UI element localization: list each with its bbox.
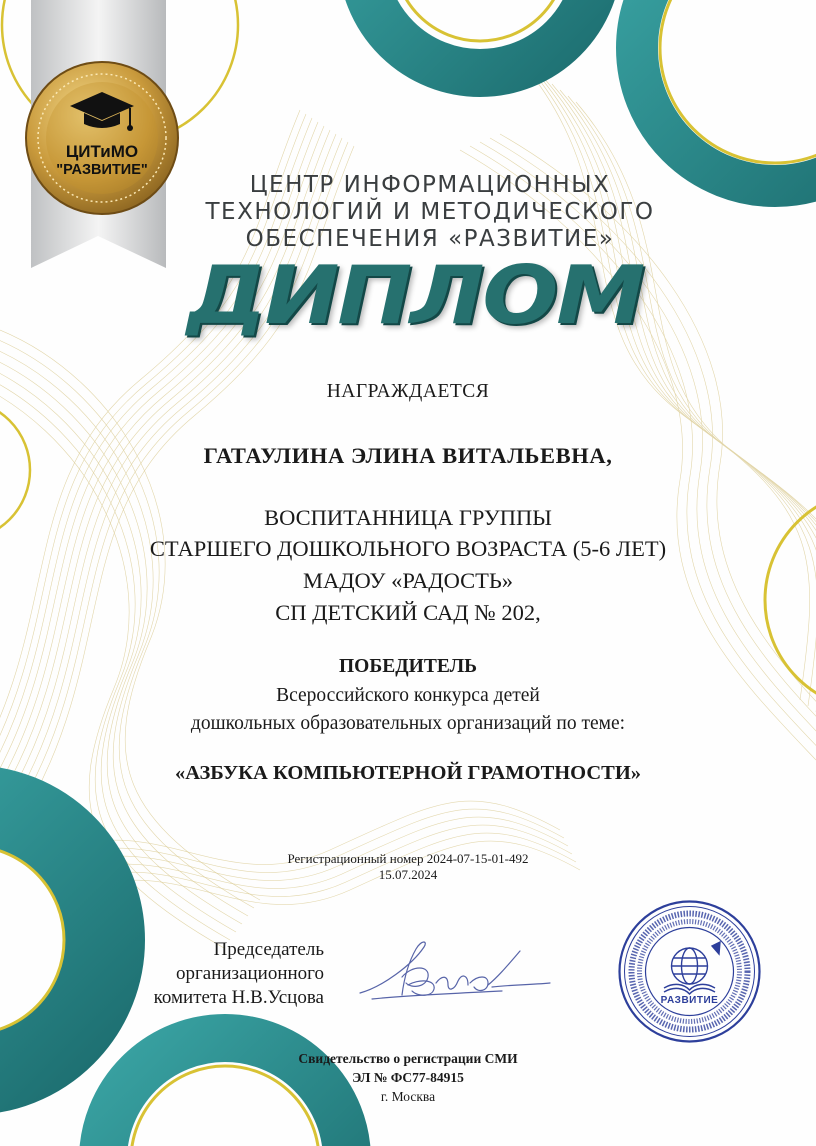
contest-line-2: дошкольных образовательных организаций по теме:: [190, 713, 626, 734]
awarded-label: НАГРАЖДАЕТСЯ: [326, 381, 490, 402]
media-registration-city: г. Москва: [380, 1089, 436, 1104]
media-registration-line-1: Свидетельство о регистрации СМИ: [298, 1051, 518, 1066]
affiliation-line-2: СТАРШЕГО ДОШКОЛЬНОГО ВОЗРАСТА (5-6 ЛЕТ): [149, 536, 667, 561]
org-name-line-1: ЦЕНТР ИНФОРМАЦИОННЫХ: [249, 172, 611, 198]
seal-center-text: РАЗВИТИЕ: [660, 995, 719, 1006]
globe-book-icon: [664, 942, 720, 994]
affiliation-line-1: ВОСПИТАННИЦА ГРУППЫ: [264, 505, 552, 530]
affiliation-line-3: МАДОУ «РАДОСТЬ»: [302, 568, 514, 593]
signatory-line-3: комитета Н.В.Усцова: [153, 987, 324, 1008]
official-seal: [616, 898, 763, 1045]
contest-topic: «АЗБУКА КОМПЬЮТЕРНОЙ ГРАМОТНОСТИ»: [174, 762, 642, 784]
document-title: ДИПЛОМ: [186, 249, 644, 342]
contest-line-1: Всероссийского конкурса детей: [276, 685, 540, 706]
handwritten-signature: [352, 935, 557, 1010]
org-name-line-2: ТЕХНОЛОГИЙ И МЕТОДИЧЕСКОГО: [205, 199, 655, 225]
chair-signatory-block: [154, 938, 324, 1010]
signatory-line-2: организационного: [176, 963, 324, 984]
registration-number: Регистрационный номер 2024-07-15-01-492: [287, 851, 529, 866]
recipient-name: ГАТАУЛИНА ЭЛИНА ВИТАЛЬЕВНА,: [203, 443, 613, 468]
organization-name: [150, 172, 710, 253]
media-registration-line-2: ЭЛ № ФС77-84915: [352, 1070, 464, 1085]
org-name-line-3: ОБЕСПЕЧЕНИЯ «РАЗВИТИЕ»: [245, 226, 615, 252]
medal-label-1: ЦИТиМО: [65, 142, 139, 161]
signatory-line-1: Председатель: [213, 939, 324, 960]
award-status: ПОБЕДИТЕЛЬ: [339, 656, 477, 677]
affiliation-line-4: СП ДЕТСКИЙ САД № 202,: [275, 600, 541, 625]
registration-date: 15.07.2024: [378, 867, 438, 882]
medal-label-2: "РАЗВИТИЕ": [56, 162, 148, 178]
